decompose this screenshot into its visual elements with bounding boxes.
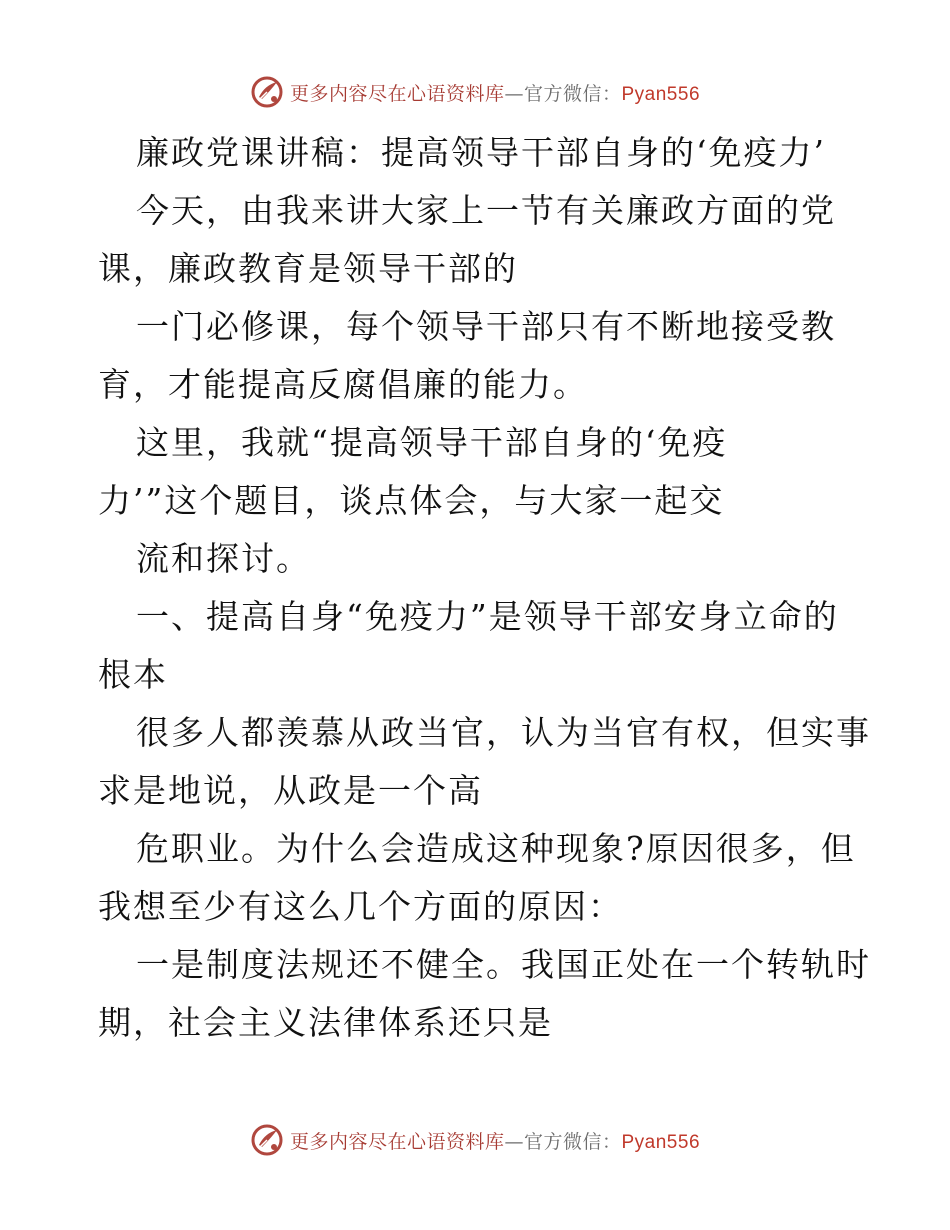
watermark-footer [0, 1120, 950, 1160]
text-line: 课，廉政教育是领导干部的 [98, 249, 518, 288]
text-line: 这里，我就“提高领导干部自身的‘免疫 [136, 423, 728, 462]
text-line: 流和探讨。 [136, 539, 311, 578]
quill-logo-icon [250, 75, 284, 109]
text-line: 很多人都羡慕从政当官，认为当官有权，但实事 [136, 713, 871, 752]
quill-logo-icon [250, 1123, 284, 1157]
watermark-code: Pyan556 [621, 83, 701, 105]
document-title: 廉政党课讲稿：提高领导干部自身的‘免疫力’ [136, 133, 826, 172]
watermark-dash: — [504, 1130, 524, 1153]
watermark-header [0, 72, 950, 112]
watermark-text [290, 79, 700, 106]
watermark-code: Pyan556 [621, 1131, 701, 1153]
document-body [98, 124, 871, 1052]
watermark-text [290, 1127, 700, 1154]
text-line: 一是制度法规还不健全。我国正处在一个转轨时 [136, 945, 871, 984]
text-line: 一门必修课，每个领导干部只有不断地接受教 [136, 307, 836, 346]
text-line: 我想至少有这么几个方面的原因： [98, 887, 623, 926]
section-heading: 一、提高自身“免疫力”是领导干部安身立命的 [136, 597, 839, 636]
watermark-dash: — [504, 82, 524, 105]
text-line: 期，社会主义法律体系还只是 [98, 1003, 553, 1042]
watermark-official: 官方微信： [523, 82, 622, 105]
watermark-official: 官方微信： [523, 1130, 622, 1153]
text-line: 今天，由我来讲大家上一节有关廉政方面的党 [136, 191, 836, 230]
watermark-brand: 更多内容尽在心语资料库 [289, 1130, 505, 1153]
text-line: 危职业。为什么会造成这种现象?原因很多，但 [136, 829, 856, 868]
text-line: 求是地说，从政是一个高 [98, 771, 483, 810]
text-line: 育，才能提高反腐倡廉的能力。 [98, 365, 588, 404]
watermark-brand: 更多内容尽在心语资料库 [289, 82, 505, 105]
text-line: 力’”这个题目，谈点体会，与大家一起交 [98, 481, 725, 520]
text-line: 根本 [98, 655, 168, 694]
